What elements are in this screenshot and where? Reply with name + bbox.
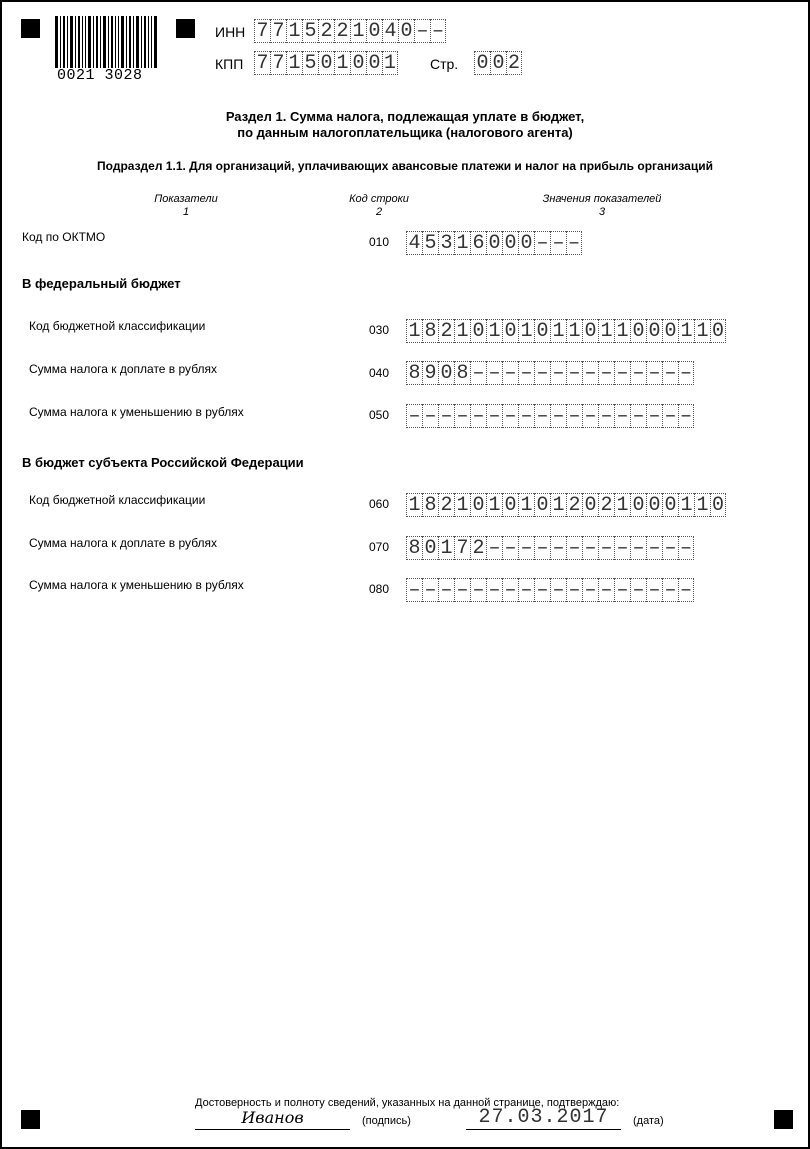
digit-cell: – — [518, 578, 534, 602]
digit-cell: – — [534, 404, 550, 428]
regional-kbk-line-code: 060 — [369, 497, 390, 511]
digit-cell: 1 — [518, 493, 534, 517]
federal-kbk-line-code: 030 — [369, 323, 390, 337]
digit-cell: 1 — [518, 319, 534, 343]
subsection-title: Подраздел 1.1. Для организаций, уплачивающих авансовые платежи и налог на прибыль организаций — [97, 159, 713, 173]
digit-cell: – — [502, 578, 518, 602]
digit-cell: 1 — [598, 319, 614, 343]
digit-cell: – — [438, 578, 454, 602]
digit-cell: 2 — [507, 52, 520, 75]
digit-cell: 2 — [334, 19, 350, 43]
column-header-values-number: 3 — [598, 206, 606, 218]
digit-cell: 8 — [406, 361, 422, 385]
inn-label: ИНН — [215, 24, 246, 40]
digit-cell: – — [598, 361, 614, 385]
digit-cell: 0 — [474, 51, 490, 75]
digit-cell: – — [454, 578, 470, 602]
corner-marker-bottom-right — [774, 1110, 793, 1129]
digit-cell: 7 — [254, 19, 270, 43]
digit-cell: – — [662, 578, 678, 602]
digit-cell: – — [550, 404, 566, 428]
digit-cell: 1 — [334, 51, 350, 75]
digit-cell: 1 — [694, 319, 710, 343]
oktmo-field[interactable] — [406, 231, 582, 255]
digit-cell: – — [534, 578, 550, 602]
digit-cell: 4 — [406, 231, 422, 255]
digit-cell: 1 — [694, 493, 710, 517]
digit-cell: – — [422, 404, 438, 428]
digit-cell: – — [502, 361, 518, 385]
federal-reduction-label: Сумма налога к уменьшению в рублях — [29, 405, 244, 419]
federal-surcharge-field[interactable] — [406, 361, 694, 385]
digit-cell: 1 — [406, 493, 422, 517]
digit-cell: – — [470, 404, 486, 428]
digit-cell: 1 — [486, 319, 502, 343]
digit-cell: – — [470, 578, 486, 602]
date-label: (дата) — [633, 1115, 664, 1127]
digit-cell: – — [566, 536, 582, 560]
regional-surcharge-field[interactable] — [406, 536, 694, 560]
digit-cell: 2 — [566, 493, 582, 517]
digit-cell: – — [486, 578, 502, 602]
digit-cell: 1 — [566, 319, 582, 343]
digit-cell: 0 — [366, 51, 382, 75]
corner-marker-top-left — [21, 19, 40, 38]
digit-cell: – — [630, 404, 646, 428]
digit-cell: – — [518, 404, 534, 428]
digit-cell: 0 — [630, 493, 646, 517]
column-header-line-code-number: 2 — [375, 206, 383, 218]
digit-cell: – — [646, 578, 662, 602]
digit-cell: 0 — [662, 319, 678, 343]
digit-cell: 2 — [318, 19, 334, 43]
digit-cell: – — [518, 536, 534, 560]
federal-reduction-field[interactable] — [406, 404, 694, 428]
digit-cell: 0 — [534, 493, 550, 517]
digit-cell: 1 — [678, 319, 694, 343]
digit-cell: – — [502, 536, 518, 560]
digit-cell: – — [550, 231, 566, 255]
federal-budget-heading: В федеральный бюджет — [22, 276, 181, 291]
page-number-label: Стр. — [430, 56, 459, 72]
corner-marker-bottom-left — [21, 1110, 40, 1129]
digit-cell: 0 — [490, 51, 506, 75]
digit-cell: 1 — [286, 51, 302, 75]
digit-cell: – — [486, 404, 502, 428]
digit-cell: – — [566, 404, 582, 428]
regional-surcharge-line-code: 070 — [369, 540, 390, 554]
digit-cell: 0 — [422, 536, 438, 560]
section-title-line1: Раздел 1. Сумма налога, подлежащая уплате в бюджет, — [225, 109, 585, 124]
federal-surcharge-label: Сумма налога к доплате в рублях — [29, 362, 218, 376]
digit-cell: 7 — [270, 51, 286, 75]
digit-cell: 0 — [646, 319, 662, 343]
digit-cell: – — [662, 361, 678, 385]
barcode-icon — [55, 16, 159, 68]
signature-field[interactable]: Иванов — [195, 1107, 350, 1130]
digit-cell: 1 — [486, 493, 502, 517]
digit-cell: 4 — [382, 19, 398, 43]
digit-cell: 6 — [470, 231, 486, 255]
digit-cell: – — [630, 361, 646, 385]
column-header-indicators-number: 1 — [182, 206, 190, 218]
column-header-line-code — [324, 193, 434, 219]
digit-cell: – — [406, 404, 422, 428]
digit-cell: 2 — [598, 493, 614, 517]
digit-cell: 1 — [438, 536, 454, 560]
digit-cell: – — [679, 537, 692, 560]
digit-cell: – — [662, 404, 678, 428]
digit-cell: 0 — [486, 231, 502, 255]
barcode-number: 0021 3028 — [57, 67, 143, 84]
digit-cell: – — [646, 404, 662, 428]
digit-cell: 0 — [350, 51, 366, 75]
digit-cell: 1 — [614, 319, 630, 343]
digit-cell: – — [414, 19, 430, 43]
digit-cell: 5 — [422, 231, 438, 255]
column-header-values-name: Значения показателей — [542, 193, 662, 205]
digit-cell: 7 — [270, 19, 286, 43]
date-field[interactable]: 27.03.2017 — [466, 1107, 621, 1130]
digit-cell: – — [502, 404, 518, 428]
digit-cell: – — [518, 361, 534, 385]
digit-cell: – — [598, 404, 614, 428]
digit-cell: 0 — [470, 493, 486, 517]
digit-cell: 0 — [711, 494, 724, 517]
digit-cell: – — [486, 361, 502, 385]
digit-cell: – — [567, 232, 580, 255]
digit-cell: – — [582, 578, 598, 602]
digit-cell: 8 — [422, 319, 438, 343]
digit-cell: 0 — [502, 493, 518, 517]
digit-cell: 2 — [438, 493, 454, 517]
digit-cell: 0 — [470, 319, 486, 343]
digit-cell: 5 — [302, 19, 318, 43]
digit-cell: 1 — [550, 493, 566, 517]
digit-cell: – — [550, 361, 566, 385]
digit-cell: 0 — [646, 493, 662, 517]
inn-field[interactable] — [254, 19, 446, 43]
digit-cell: – — [646, 536, 662, 560]
digit-cell: – — [470, 361, 486, 385]
digit-cell: 0 — [318, 51, 334, 75]
kpp-label: КПП — [215, 56, 244, 72]
oktmo-label: Код по ОКТМО — [22, 230, 106, 244]
digit-cell: 3 — [438, 231, 454, 255]
digit-cell: 0 — [582, 319, 598, 343]
oktmo-line-code: 010 — [369, 235, 390, 249]
digit-cell: – — [550, 536, 566, 560]
digit-cell: 1 — [678, 493, 694, 517]
regional-reduction-line-code: 080 — [369, 582, 390, 596]
regional-reduction-field[interactable] — [406, 578, 694, 602]
column-header-indicators — [106, 193, 266, 219]
digit-cell: 0 — [582, 493, 598, 517]
digit-cell: – — [582, 536, 598, 560]
digit-cell: – — [566, 578, 582, 602]
digit-cell: 5 — [302, 51, 318, 75]
section-title-line2: по данным налогоплательщика (налогового агента) — [237, 125, 573, 140]
digit-cell: 0 — [366, 19, 382, 43]
digit-cell: – — [422, 578, 438, 602]
digit-cell: 1 — [550, 319, 566, 343]
digit-cell: – — [534, 361, 550, 385]
digit-cell: – — [454, 404, 470, 428]
digit-cell: – — [598, 536, 614, 560]
digit-cell: – — [431, 20, 444, 43]
digit-cell: 0 — [398, 19, 414, 43]
digit-cell: 7 — [254, 51, 270, 75]
digit-cell: 1 — [383, 52, 396, 75]
digit-cell: – — [646, 361, 662, 385]
digit-cell: 1 — [406, 319, 422, 343]
digit-cell: 0 — [662, 493, 678, 517]
kpp-field[interactable] — [254, 51, 398, 75]
digit-cell: 1 — [454, 231, 470, 255]
digit-cell: – — [679, 405, 692, 428]
digit-cell: – — [438, 404, 454, 428]
digit-cell: – — [534, 231, 550, 255]
digit-cell: 0 — [438, 361, 454, 385]
digit-cell: – — [534, 536, 550, 560]
regional-kbk-field[interactable] — [406, 493, 726, 517]
digit-cell: – — [566, 361, 582, 385]
digit-cell: – — [614, 536, 630, 560]
federal-kbk-field[interactable] — [406, 319, 726, 343]
digit-cell: 0 — [534, 319, 550, 343]
digit-cell: – — [486, 536, 502, 560]
federal-surcharge-line-code: 040 — [369, 366, 390, 380]
digit-cell: – — [406, 578, 422, 602]
digit-cell: – — [630, 536, 646, 560]
regional-budget-heading: В бюджет субъекта Российской Федерации — [22, 455, 304, 470]
digit-cell: 1 — [614, 493, 630, 517]
digit-cell: 7 — [454, 536, 470, 560]
digit-cell: 1 — [350, 19, 366, 43]
digit-cell: 2 — [470, 536, 486, 560]
column-header-indicators-name: Показатели — [154, 193, 218, 205]
page-number-field[interactable] — [474, 51, 522, 75]
confirmation-text: Достоверность и полноту сведений, указанных на данной странице, подтверждаю: — [195, 1097, 620, 1109]
digit-cell: 0 — [711, 320, 724, 343]
digit-cell: – — [582, 404, 598, 428]
corner-marker-top-right — [176, 19, 195, 38]
digit-cell: 1 — [286, 19, 302, 43]
digit-cell: 1 — [454, 493, 470, 517]
digit-cell: 8 — [422, 493, 438, 517]
digit-cell: – — [614, 404, 630, 428]
digit-cell: 0 — [518, 231, 534, 255]
digit-cell: 1 — [454, 319, 470, 343]
digit-cell: 0 — [630, 319, 646, 343]
digit-cell: 0 — [502, 319, 518, 343]
column-header-line-code-name: Код строки — [349, 193, 409, 205]
column-header-values — [502, 193, 702, 219]
digit-cell: – — [550, 578, 566, 602]
digit-cell: – — [614, 361, 630, 385]
federal-reduction-line-code: 050 — [369, 408, 390, 422]
digit-cell: – — [679, 579, 692, 602]
regional-surcharge-label: Сумма налога к доплате в рублях — [29, 536, 218, 550]
digit-cell: – — [662, 536, 678, 560]
digit-cell: – — [598, 578, 614, 602]
digit-cell: 8 — [454, 361, 470, 385]
digit-cell: 2 — [438, 319, 454, 343]
digit-cell: 9 — [422, 361, 438, 385]
digit-cell: 8 — [406, 536, 422, 560]
digit-cell: – — [630, 578, 646, 602]
regional-kbk-label: Код бюджетной классификации — [29, 493, 206, 507]
digit-cell: – — [679, 362, 692, 385]
digit-cell: 0 — [502, 231, 518, 255]
digit-cell: – — [582, 361, 598, 385]
digit-cell: – — [614, 578, 630, 602]
regional-reduction-label: Сумма налога к уменьшению в рублях — [29, 578, 244, 592]
signature-label: (подпись) — [362, 1115, 411, 1127]
federal-kbk-label: Код бюджетной классификации — [29, 319, 206, 333]
